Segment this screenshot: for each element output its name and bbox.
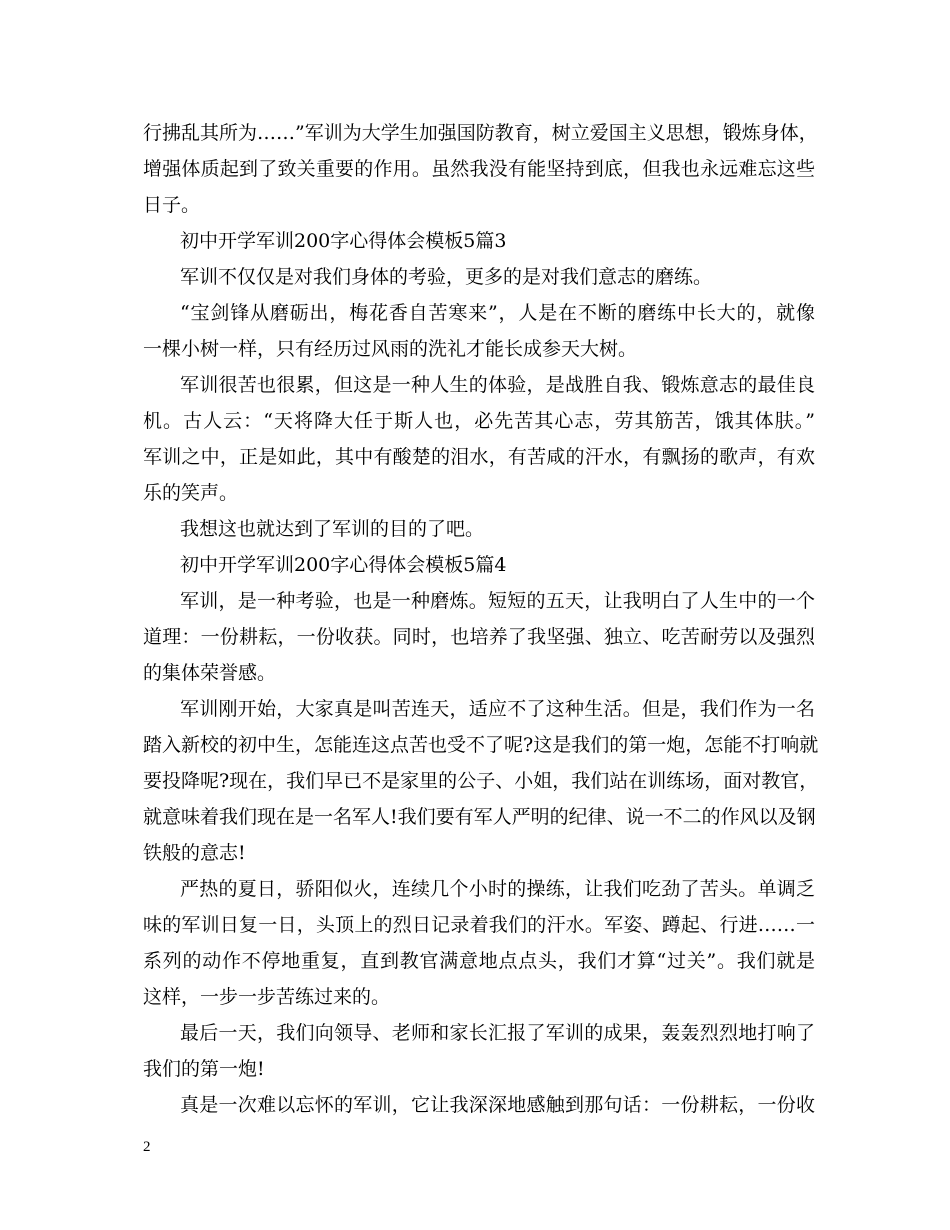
text-line: 味的军训日复一日，头顶上的烈日记录着我们的汗水。军姿、蹲起、行进……一 — [143, 914, 815, 936]
text-line: 要投降呢?现在，我们早已不是家里的公子、小姐，我们站在训练场，面对教官， — [143, 770, 819, 792]
page-number: 2 — [143, 1139, 151, 1155]
text-line: 一棵小树一样，只有经历过风雨的洗礼才能长成参天大树。 — [143, 338, 638, 360]
text-line: 的集体荣誉感。 — [143, 662, 277, 684]
section-heading: 初中开学军训200字心得体会模板5篇4 — [180, 554, 507, 576]
text-line: 严热的夏日，骄阳似火，连续几个小时的操练，让我们吃劲了苦头。单调乏 — [180, 878, 815, 900]
text-line: 系列的动作不停地重复，直到教官满意地点点头，我们才算“过关”。我们就是 — [143, 950, 815, 972]
text-line: 军训之中，正是如此，其中有酸楚的泪水，有苦咸的汗水，有飘扬的歌声，有欢 — [143, 446, 815, 468]
text-line: 踏入新校的初中生，怎能连这点苦也受不了呢?这是我们的第一炮，怎能不打响就 — [143, 734, 819, 756]
text-line: 我想这也就达到了军训的目的了吧。 — [180, 518, 485, 540]
text-line: 军训，是一种考验，也是一种磨炼。短短的五天，让我明白了人生中的一个 — [180, 590, 815, 612]
text-line: 军训很苦也很累，但这是一种人生的体验，是战胜自我、锻炼意志的最佳良 — [180, 374, 815, 396]
text-line: 军训刚开始，大家真是叫苦连天，适应不了这种生活。但是，我们作为一名 — [180, 698, 815, 720]
text-line: 道理：一份耕耘，一份收获。同时，也培养了我坚强、独立、吃苦耐劳以及强烈 — [143, 626, 815, 648]
text-line: 军训不仅仅是对我们身体的考验，更多的是对我们意志的磨练。 — [180, 266, 713, 288]
text-line: 行拂乱其所为……”军训为大学生加强国防教育，树立爱国主义思想，锻炼身体， — [143, 122, 818, 144]
section-heading: 初中开学军训200字心得体会模板5篇3 — [180, 230, 507, 252]
text-line: 铁般的意志! — [143, 842, 246, 864]
text-line: 机。古人云：“天将降大任于斯人也，必先苦其心志，劳其筋苦，饿其体肤。” — [143, 410, 815, 432]
text-line: 乐的笑声。 — [143, 482, 239, 504]
text-line: 增强体质起到了致关重要的作用。虽然我没有能坚持到底，但我也永远难忘这些 — [143, 158, 815, 180]
text-line: 真是一次难以忘怀的军训，它让我深深地感触到那句话：一份耕耘，一份收 — [180, 1094, 815, 1116]
text-line: 就意味着我们现在是一名军人!我们要有军人严明的纪律、说一不二的作风以及钢 — [143, 806, 816, 828]
text-line: 我们的第一炮! — [143, 1058, 265, 1080]
text-line: “宝剑锋从磨砺出，梅花香自苦寒来”，人是在不断的磨练中长大的，就像 — [180, 302, 815, 324]
text-line: 这样，一步一步苦练过来的。 — [143, 986, 391, 1008]
body-text — [143, 115, 819, 1123]
text-line: 日子。 — [143, 194, 201, 216]
text-line: 最后一天，我们向领导、老师和家长汇报了军训的成果，轰轰烈烈地打响了 — [180, 1022, 815, 1044]
